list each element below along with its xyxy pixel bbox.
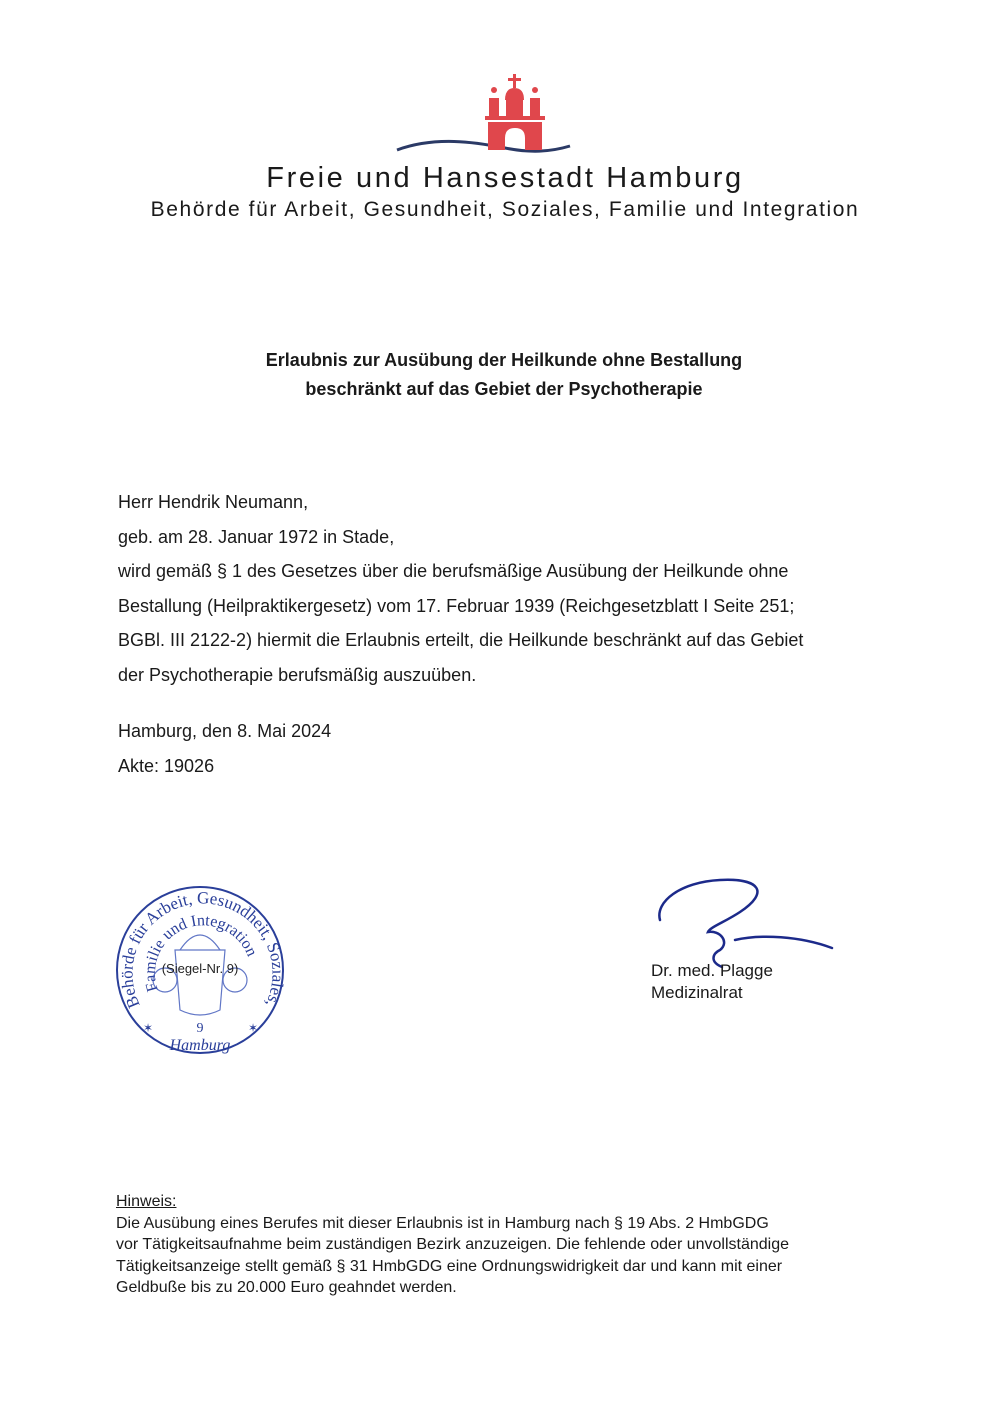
notice-line: vor Tätigkeitsaufnahme beim zuständigen Bezirk anzuzeigen. Die fehlende oder unvollständige bbox=[116, 1236, 790, 1253]
body-line: Bestallung (Heilpraktikergesetz) vom 17. Februar 1939 (Reichgesetzblatt I Seite 251; bbox=[118, 595, 795, 616]
body-line: der Psychotherapie berufsmäßig auszuüben. bbox=[118, 664, 477, 685]
svg-text:✶: ✶ bbox=[248, 1021, 259, 1035]
recipient: Herr Hendrik Neumann, bbox=[118, 492, 309, 512]
seal-number: 9 bbox=[196, 1021, 204, 1036]
notice-line: Die Ausübung eines Berufes mit dieser Erlaubnis ist in Hamburg nach § 19 Abs. 2 HmbGDG bbox=[116, 1214, 769, 1232]
seal-inner-text: Familie und Integration bbox=[141, 912, 261, 994]
body-line: BGBl. III 2122-2) hiermit die Erlaubnis erteilt, die Heilkunde beschränkt auf das Gebiet bbox=[118, 630, 804, 651]
document-title-line1: Erlaubnis zur Ausübung der Heilkunde ohne Bestallung bbox=[265, 350, 743, 370]
place-date: Hamburg, den 8. Mai 2024 bbox=[118, 721, 332, 741]
official-seal-icon bbox=[110, 880, 290, 1060]
signatory bbox=[651, 960, 773, 1004]
document-body bbox=[118, 485, 908, 693]
organization-name: Freie und Hansestadt Hamburg bbox=[266, 162, 744, 194]
seal-city: Hamburg bbox=[169, 1037, 231, 1054]
signatory-role: Medizinalrat bbox=[651, 983, 743, 1002]
hamburg-logo-icon bbox=[395, 70, 575, 160]
file-reference: Akte: 19026 bbox=[118, 755, 215, 776]
notice-heading: Hinweis: bbox=[116, 1193, 177, 1210]
body-line: wird gemäß § 1 des Gesetzes über die berufsmäßige Ausübung der Heilkunde ohne bbox=[118, 561, 789, 582]
seal-label: (Siegel-Nr. 9) bbox=[161, 961, 239, 976]
document-title-line2: beschränkt auf das Gebiet der Psychotherapie bbox=[305, 379, 703, 399]
svg-text:✶: ✶ bbox=[143, 1021, 154, 1035]
signatory-name: Dr. med. Plagge bbox=[651, 961, 773, 980]
birth-info: geb. am 28. Januar 1972 in Stade, bbox=[118, 526, 395, 547]
place-date-block bbox=[118, 714, 331, 783]
notice-line: Tätigkeitsanzeige stellt gemäß § 31 HmbGDG eine Ordnungswidrigkeit dar und kann mit einer bbox=[116, 1257, 783, 1275]
department-name: Behörde für Arbeit, Gesundheit, Soziales, Familie und Integration bbox=[150, 198, 860, 221]
notice-line: Geldbuße bis zu 20.000 Euro geahndet werden. bbox=[116, 1279, 457, 1296]
seal-ring-text: Behörde für Arbeit, Gesundheit, Soziales, bbox=[117, 888, 288, 1011]
notice bbox=[116, 1191, 916, 1299]
